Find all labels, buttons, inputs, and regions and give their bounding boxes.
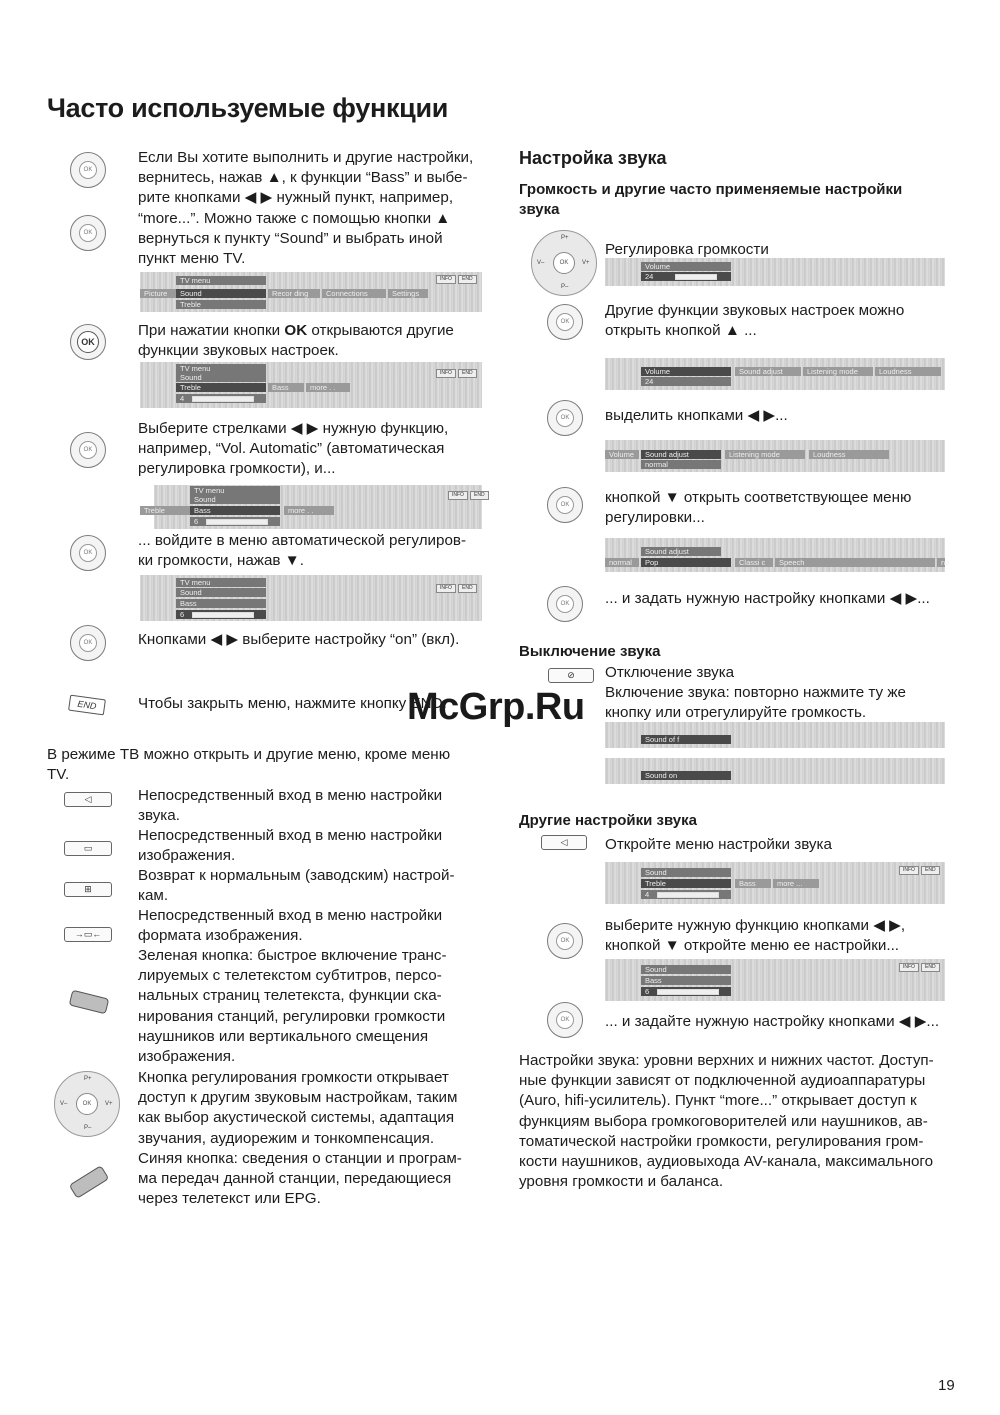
ok-nav-pad-icon: OK [70,215,106,251]
key-description: Непосредственный вход в меню настройки звука. [138,787,443,825]
tv-menu-screenshot: Sound on [605,758,945,784]
instruction-text: ... и задайте нужную настройку кнопками ◀ ▶... [605,1013,940,1030]
key-description: Непосредственный вход в меню настройки формата изображения. [138,907,443,945]
ok-nav-pad-icon: OK [547,1002,583,1038]
tv-menu-screenshot: Sound INFO END Treble Bass more ... 4 [605,862,945,904]
instruction-text: Отключение звука [605,664,735,681]
tv-menu-screenshot: Sound INFO END Bass 6 [605,959,945,1001]
level-bar [206,519,268,525]
watermark: McGrp.Ru [407,686,585,728]
format-key-icon: →▭← [64,927,112,942]
ok-nav-pad-icon: OK [547,923,583,959]
mute-key-icon: ⊘ [548,668,594,683]
tv-menu-screenshot: Volume 24 [605,258,945,286]
reset-key-icon: ⊞ [64,882,112,897]
section-heading: Настройка звука [519,148,667,168]
instruction-text: Включение звука: повторно нажмите ту же кнопку или отрегулируйте громкость. [605,684,906,722]
ok-nav-pad-icon: OK [70,535,106,571]
instruction-text: При нажатии кнопки OK открываются другие функции звуковых настроек. [138,322,454,360]
ok-nav-pad-icon: OK [547,304,583,340]
instruction-text: кнопкой ▼ открыть соответствующее меню регулировки... [605,489,912,527]
ok-nav-pad-icon: OK [547,400,583,436]
key-description: Кнопка регулирования громкости открывает доступ к другим звуковым настройкам, таким как выбор акустической системы, адаптация звучания, аудиорежим и тонкомпенсация. [138,1069,458,1147]
paragraph: В режиме ТВ можно открыть и другие меню, кроме меню TV. [47,746,451,784]
instruction-text: выберите нужную функцию кнопками ◀ ▶, кнопкой ▼ откройте меню ее настройки... [605,917,906,955]
picture-key-icon: ▭ [64,841,112,856]
volume-bar [675,274,717,280]
instruction-text: выделить кнопками ◀ ▶... [605,407,788,424]
instruction-text: Если Вы хотите выполнить и другие настройки, вернитесь, нажав ▲, к функции “Bass” и выбе- рите кнопками ◀ ▶ нужный пункт, например, “more...”. Можно также с помощью кнопки ▲ вернуться к пункту “Sound” и выбрать иной пункт меню TV. [138,149,474,268]
instruction-text: Чтобы закрыть меню, нажмите кнопку END. [138,695,447,712]
instruction-text: Другие функции звуковых настроек можно открыть кнопкой ▲ ... [605,302,905,340]
tv-menu-screenshot: Sound adjust normal Pop Classi c Speech no [605,538,945,572]
ok-nav-pad-icon: OK [547,487,583,523]
tv-menu-screenshot: TV menu Sound INFO END Treble Bass more . . 4 [140,362,482,408]
volume-pad-icon: OK P+ P– V– V+ [531,230,597,296]
instruction-text: Выберите стрелками ◀ ▶ нужную функцию, например, “Vol. Automatic” (автоматическая регулировка громкости), и... [138,420,449,478]
page-title: Часто используемые функции [47,93,449,123]
end-key-icon: END [68,695,106,716]
subsection-heading: Громкость и другие часто применяемые настройки звука [519,181,903,218]
instruction-text: ... и задать нужную настройку кнопками ◀ ▶... [605,590,930,607]
subsection-heading: Выключение звука [519,643,661,660]
sound-key-icon: ◁ [64,792,112,807]
page-number: 19 [938,1377,955,1394]
green-key-icon [69,990,110,1015]
paragraph: Настройки звука: уровни верхних и нижних частот. Доступ- ные функции зависят от подключенной аудиоаппаратуры (Auro, hifi-усилитель). Пункт “more...” открывает доступ к функциям выбора громкоговорителей или наушников, ав- томатической настройки громкости, регулирования гром- кости наушников, аудиовыхода AV-канала, максимального уровня громкости и баланса. [519,1052,934,1191]
tv-menu-screenshot: TV menu Sound INFO END Treble Bass more . . 6 [154,485,482,529]
level-bar [657,892,719,898]
blue-key-icon [69,1165,110,1199]
ok-nav-pad-icon: OK [70,152,106,188]
volume-pad-icon: OK P+ P– V– V+ [54,1071,120,1137]
key-description: Непосредственный вход в меню настройки изображения. [138,827,443,865]
instruction-text: Регулировка громкости [605,241,769,258]
subsection-heading: Другие настройки звука [519,812,698,829]
key-description: Синяя кнопка: сведения о станции и програм- ма передач данной станции, передающиеся через телетекст или EPG. [138,1150,462,1208]
key-description: Возврат к нормальным (заводским) настрой- кам. [138,867,455,905]
ok-nav-pad-icon: OK [70,625,106,661]
instruction-text: Кнопками ◀ ▶ выберите настройку “on” (вкл). [138,631,460,648]
level-bar [192,396,254,402]
level-bar [657,989,719,995]
ok-nav-pad-icon: OK [70,432,106,468]
level-bar [192,612,254,618]
tv-menu-screenshot: TV menu INFO END Picture Sound Recor ding Connections Settings Treble [140,272,482,312]
tv-menu-screenshot: TV menu Sound INFO END Bass 6 [140,575,482,621]
ok-nav-pad-icon: OK [547,586,583,622]
tv-menu-screenshot: Volume Sound adjust Listening mode Loudness 24 [605,358,945,390]
key-description: Зеленая кнопка: быстрое включение транс- лируемых с телетекстом субтитров, персо- нальных страниц телетекста, функции ска- нирования станций, регулировки громкости наушников или вертикального смещения изображения. [138,947,447,1066]
tv-menu-screenshot: Sound of f [605,722,945,748]
ok-button-icon: OK [70,324,106,360]
tv-menu-screenshot: Volume Sound adjust Listening mode Loudness normal [605,440,945,472]
instruction-text: Откройте меню настройки звука [605,836,832,853]
sound-key-icon: ◁ [541,835,587,850]
instruction-text: ... войдите в меню автоматической регулиров- ки громкости, нажав ▼. [138,532,467,570]
